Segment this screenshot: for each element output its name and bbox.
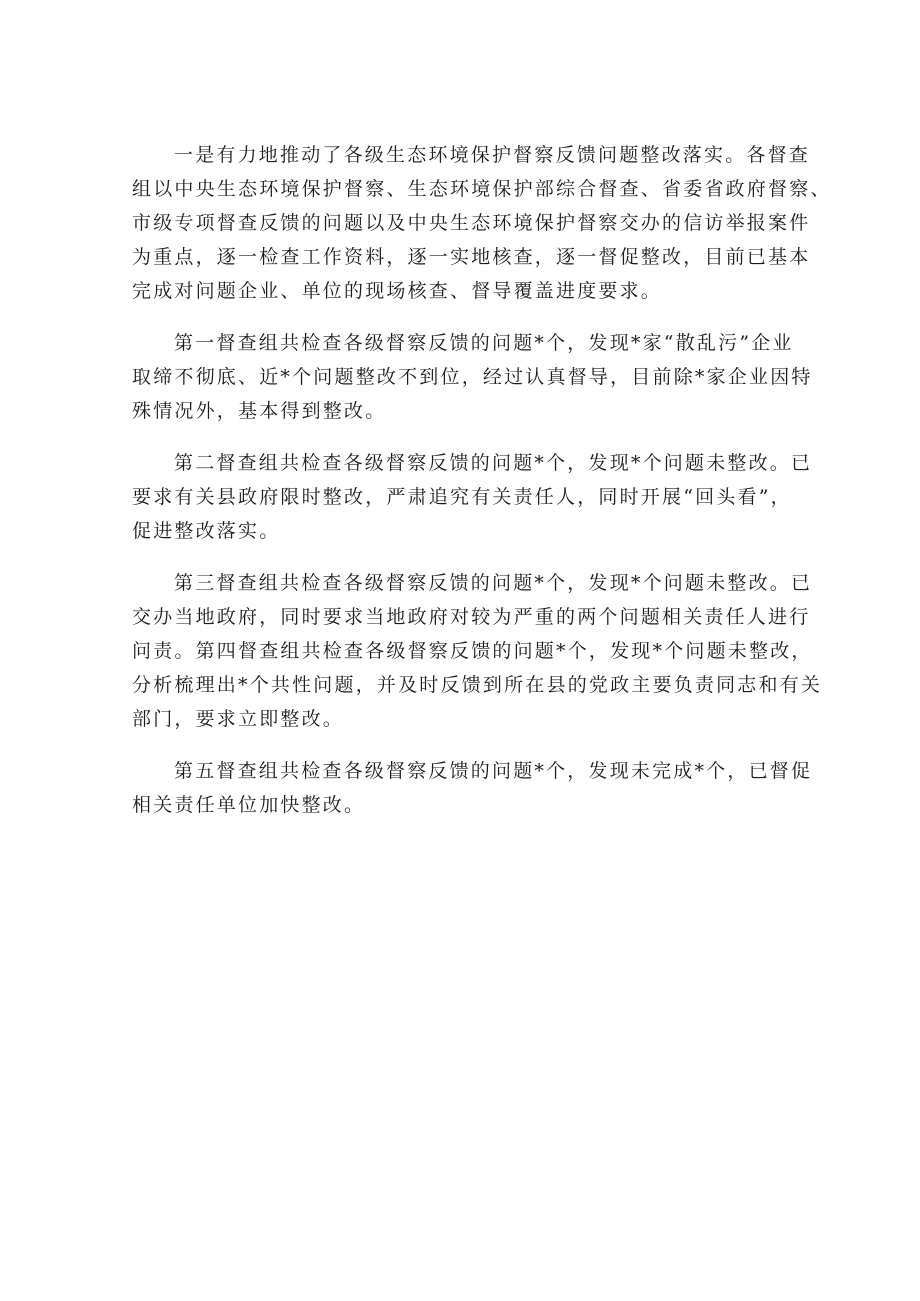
paragraph-line: 第一督查组共检查各级督察反馈的问题*个，发现*家“散乱污”企业 — [174, 332, 794, 354]
paragraph-line: 第二督查组共检查各级督察反馈的问题*个，发现*个问题未整改。已 — [174, 452, 813, 474]
paragraph — [132, 326, 813, 428]
paragraph-line: 要求有关县政府限时整改，严肃追究有关责任人，同时开展“回头看”， — [132, 486, 792, 508]
paragraph — [132, 566, 823, 736]
paragraph — [132, 138, 832, 308]
paragraph-line: 完成对问题企业、单位的现场核查、督导覆盖进度要求。 — [132, 280, 663, 302]
paragraph-line: 为重点，逐一检查工作资料，逐一实地核查，逐一督促整改，目前已基本 — [132, 246, 811, 268]
paragraph — [132, 446, 813, 548]
paragraph-line: 组以中央生态环境保护督察、生态环境保护部综合督查、省委省政府督察、 — [132, 178, 832, 200]
paragraph-line: 殊情况外，基本得到整改。 — [132, 400, 387, 422]
paragraph-line: 一是有力地推动了各级生态环境保护督察反馈问题整改落实。各督查 — [174, 144, 811, 166]
paragraph-line: 第三督查组共检查各级督察反馈的问题*个，发现*个问题未整改。已 — [174, 572, 813, 594]
paragraph-line: 市级专项督查反馈的问题以及中央生态环境保护督察交办的信访举报案件 — [132, 212, 811, 234]
paragraph-line: 分析梳理出*个共性问题，并及时反馈到所在县的党政主要负责同志和有关 — [132, 674, 823, 696]
paragraph-line: 取缔不彻底、近*个问题整改不到位，经过认真督导，目前除*家企业因特 — [132, 366, 813, 388]
paragraph — [132, 754, 813, 822]
document-body — [132, 138, 832, 840]
paragraph-line: 问责。第四督查组共检查各级督察反馈的问题*个，发现*个问题未整改， — [132, 640, 813, 662]
paragraph-line: 第五督查组共检查各级督察反馈的问题*个，发现未完成*个，已督促 — [174, 760, 813, 782]
paragraph-line: 交办当地政府，同时要求当地政府对较为严重的两个问题相关责任人进行 — [132, 606, 811, 628]
paragraph-line: 促进整改落实。 — [132, 520, 281, 542]
paragraph-line: 部门，要求立即整改。 — [132, 708, 345, 730]
paragraph-line: 相关责任单位加快整改。 — [132, 794, 366, 816]
